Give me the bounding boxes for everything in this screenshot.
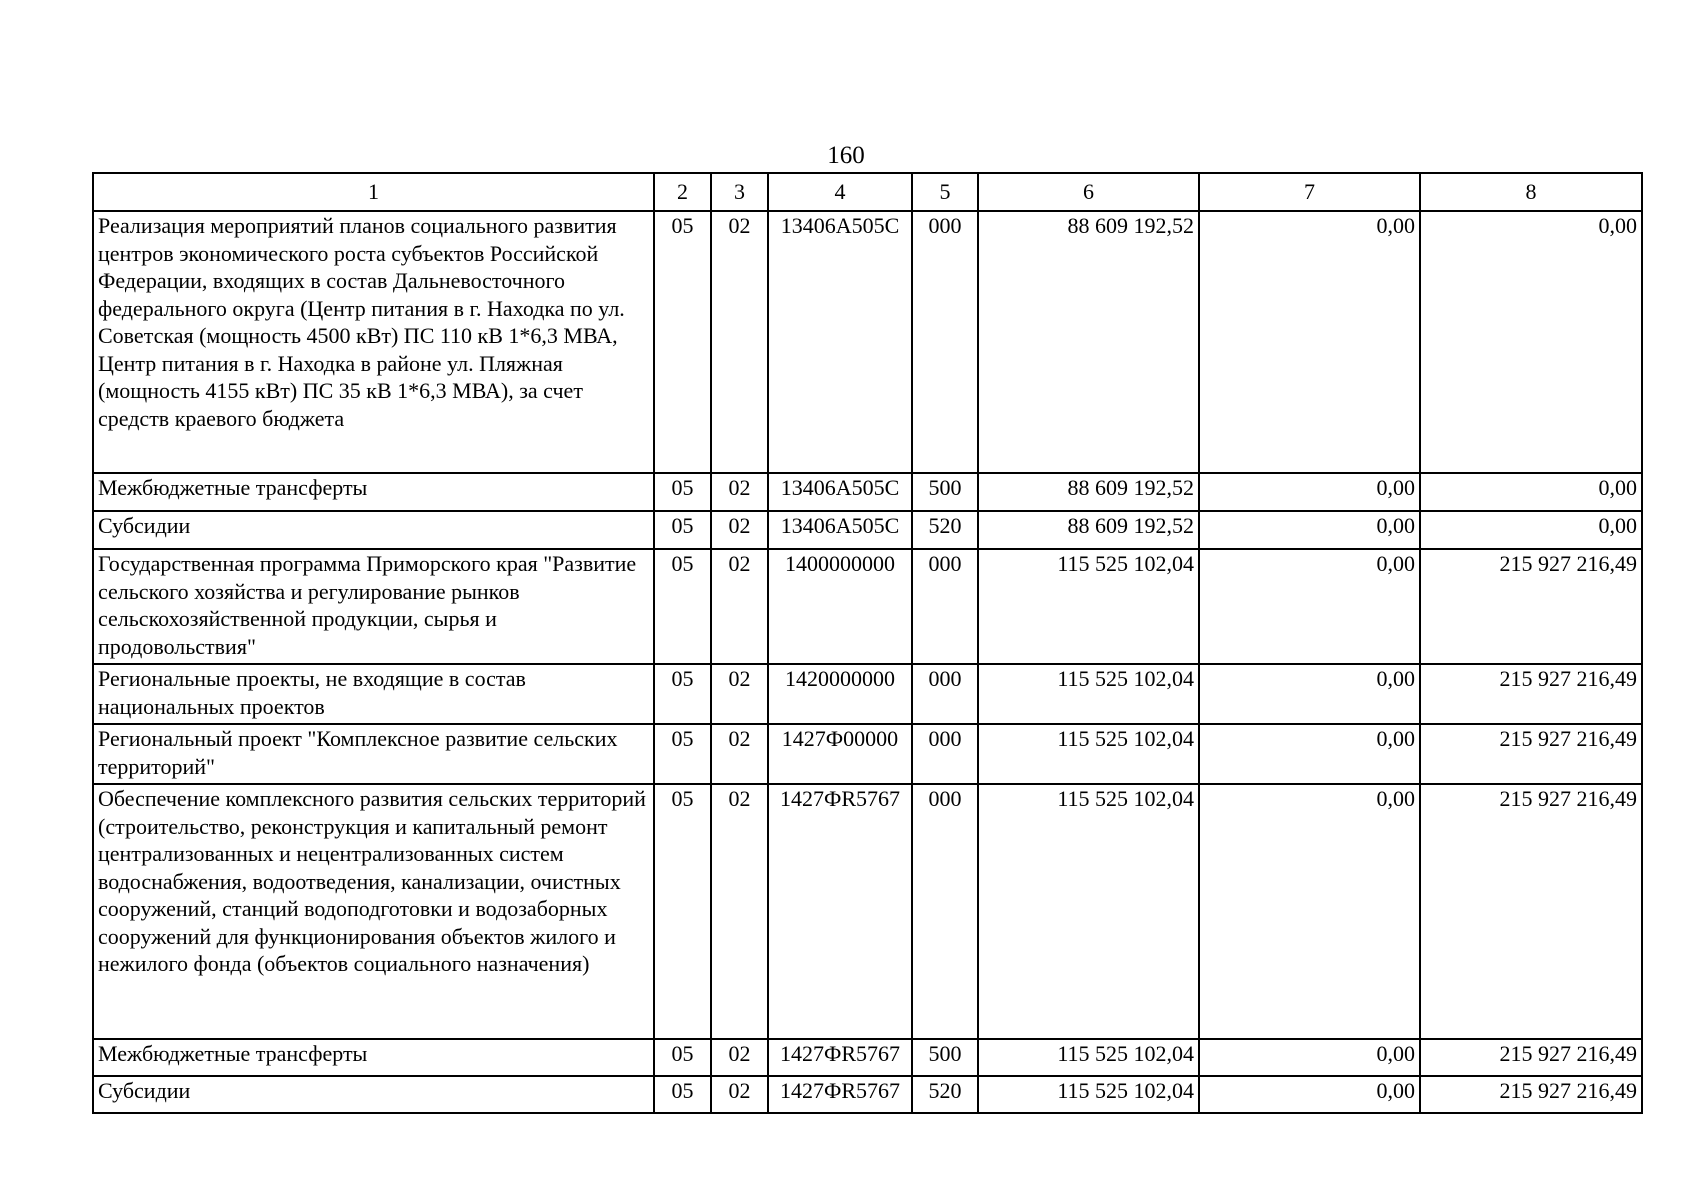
row-expense-type: 520 [912,1076,978,1113]
column-header: 6 [978,173,1199,211]
column-header: 7 [1199,173,1420,211]
column-header: 8 [1420,173,1642,211]
row-expense-type: 500 [912,1039,978,1076]
row-section: 05 [654,784,711,1039]
table-row [93,724,1642,784]
row-subsection: 02 [711,511,768,549]
row-name: Региональный проект "Комплексное развитие сельских территорий" [93,724,654,784]
row-name: Государственная программа Приморского края "Развитие сельского хозяйства и регулирование рынков сельскохозяйственной продукции, сырья и продовольствия" [93,549,654,664]
row-amount-3: 215 927 216,49 [1420,664,1642,724]
row-target-code: 13406A505C [768,511,912,549]
table-row [93,1039,1642,1076]
row-subsection: 02 [711,724,768,784]
row-amount-2: 0,00 [1199,211,1420,473]
row-target-code: 1427ФR5767 [768,784,912,1039]
row-subsection: 02 [711,211,768,473]
row-name: Региональные проекты, не входящие в состав национальных проектов [93,664,654,724]
row-expense-type: 500 [912,473,978,511]
column-header: 3 [711,173,768,211]
row-amount-2: 0,00 [1199,473,1420,511]
row-expense-type: 000 [912,784,978,1039]
table-row [93,664,1642,724]
page-number: 160 [827,142,865,169]
row-expense-type: 000 [912,664,978,724]
row-amount-2: 0,00 [1199,549,1420,664]
row-amount-2: 0,00 [1199,511,1420,549]
row-section: 05 [654,473,711,511]
row-target-code: 1427ФR5767 [768,1076,912,1113]
budget-table [92,172,1643,1114]
row-expense-type: 000 [912,724,978,784]
table-row [93,211,1642,473]
row-amount-1: 115 525 102,04 [978,1076,1199,1113]
table-row [93,511,1642,549]
row-subsection: 02 [711,473,768,511]
row-expense-type: 000 [912,211,978,473]
column-header: 2 [654,173,711,211]
row-section: 05 [654,1076,711,1113]
row-amount-1: 115 525 102,04 [978,664,1199,724]
row-name: Реализация мероприятий планов социального развития центров экономического роста субъектов Российской Федерации, входящих в состав Дальневосточного федерального округа (Центр питания в г. Находка по ул. Советская (мощность 4500 кВт) ПС 110 кВ 1*6,3 МВА, Центр питания в г. Находка в районе ул. Пляжная (мощность 4155 кВт) ПС 35 кВ 1*6,3 МВА), за счет средств краевого бюджета [93,211,654,473]
row-amount-3: 0,00 [1420,211,1642,473]
row-target-code: 13406A505C [768,211,912,473]
row-expense-type: 520 [912,511,978,549]
row-subsection: 02 [711,664,768,724]
row-name: Субсидии [93,1076,654,1113]
row-amount-1: 115 525 102,04 [978,549,1199,664]
column-header: 4 [768,173,912,211]
row-amount-3: 0,00 [1420,473,1642,511]
table-header-row [93,173,1642,211]
row-amount-1: 115 525 102,04 [978,1039,1199,1076]
table-row [93,473,1642,511]
row-name: Межбюджетные трансферты [93,1039,654,1076]
row-subsection: 02 [711,549,768,664]
row-target-code: 1427Ф00000 [768,724,912,784]
row-target-code: 1427ФR5767 [768,1039,912,1076]
row-amount-3: 0,00 [1420,511,1642,549]
row-amount-1: 88 609 192,52 [978,473,1199,511]
row-amount-2: 0,00 [1199,664,1420,724]
row-target-code: 1420000000 [768,664,912,724]
row-amount-1: 88 609 192,52 [978,511,1199,549]
row-subsection: 02 [711,1039,768,1076]
row-amount-2: 0,00 [1199,1076,1420,1113]
row-name: Обеспечение комплексного развития сельских территорий (строительство, реконструкция и капитальный ремонт централизованных и нецентрализованных систем водоснабжения, водоотведения, канализации, очистных сооружений, станций водоподготовки и водозаборных сооружений для функционирования объектов жилого и нежилого фонда (объектов социального назначения) [93,784,654,1039]
column-header: 5 [912,173,978,211]
table-row [93,1076,1642,1113]
table-row [93,549,1642,664]
row-amount-3: 215 927 216,49 [1420,1076,1642,1113]
row-target-code: 13406A505C [768,473,912,511]
row-target-code: 1400000000 [768,549,912,664]
row-amount-2: 0,00 [1199,784,1420,1039]
row-amount-1: 115 525 102,04 [978,724,1199,784]
row-section: 05 [654,511,711,549]
row-section: 05 [654,211,711,473]
row-amount-1: 115 525 102,04 [978,784,1199,1039]
row-amount-3: 215 927 216,49 [1420,549,1642,664]
column-header: 1 [93,173,654,211]
row-expense-type: 000 [912,549,978,664]
row-amount-2: 0,00 [1199,1039,1420,1076]
row-subsection: 02 [711,784,768,1039]
row-amount-2: 0,00 [1199,724,1420,784]
row-section: 05 [654,549,711,664]
row-subsection: 02 [711,1076,768,1113]
row-amount-3: 215 927 216,49 [1420,724,1642,784]
row-amount-3: 215 927 216,49 [1420,1039,1642,1076]
row-section: 05 [654,664,711,724]
table-row [93,784,1642,1039]
row-name: Межбюджетные трансферты [93,473,654,511]
row-section: 05 [654,724,711,784]
row-amount-1: 88 609 192,52 [978,211,1199,473]
row-amount-3: 215 927 216,49 [1420,784,1642,1039]
row-name: Субсидии [93,511,654,549]
row-section: 05 [654,1039,711,1076]
